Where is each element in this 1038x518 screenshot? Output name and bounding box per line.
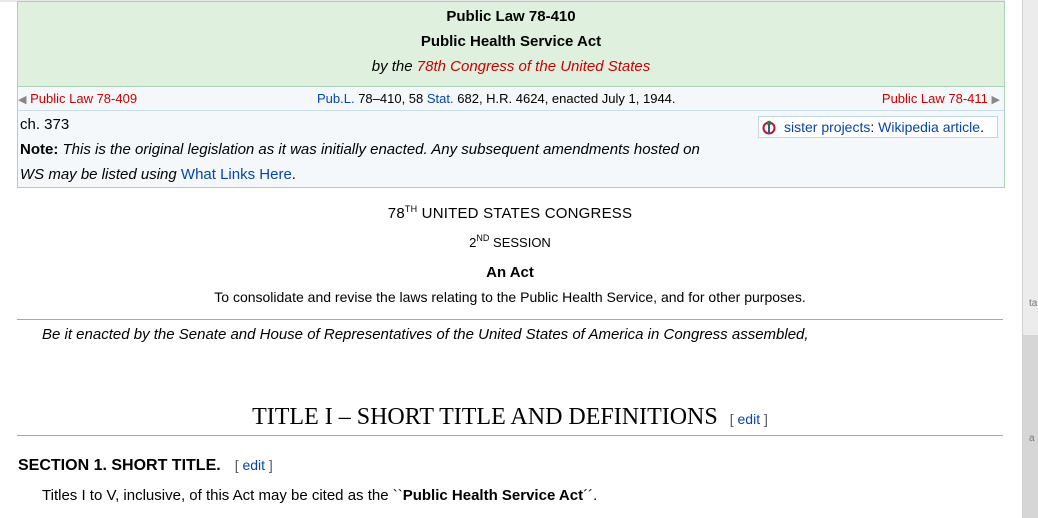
sister-projects-text bbox=[784, 119, 984, 135]
citation-rest: 682, H.R. 4624, enacted July 1, 1944. bbox=[453, 91, 676, 106]
wikimedia-icon bbox=[761, 119, 777, 135]
congress-rest: UNITED STATES CONGRESS bbox=[417, 205, 633, 222]
next-law[interactable] bbox=[882, 91, 1000, 106]
session-rest: SESSION bbox=[489, 235, 551, 250]
what-links-here-link[interactable]: What Links Here bbox=[180, 166, 292, 183]
note-text: This is the original legislation as it was initially enacted. Any subsequent amendments hosted on bbox=[58, 141, 700, 158]
previous-law-link[interactable]: Public Law 78-409 bbox=[30, 91, 138, 106]
sister-projects-box bbox=[758, 116, 998, 138]
by-prefix: by the bbox=[371, 58, 413, 75]
bracket-close: ] bbox=[760, 411, 768, 427]
session-num: 2 bbox=[469, 235, 477, 250]
title-heading bbox=[0, 404, 1020, 431]
notes-box bbox=[17, 110, 1005, 188]
divider bbox=[17, 435, 1003, 436]
section-heading-text: SECTION 1. SHORT TITLE. bbox=[18, 457, 221, 474]
previous-law[interactable] bbox=[18, 91, 137, 106]
citation bbox=[317, 91, 676, 106]
title-edit-link[interactable]: edit bbox=[737, 411, 761, 427]
citation-number: 78–410, 58 bbox=[354, 91, 427, 106]
congress-num: 78 bbox=[387, 205, 405, 222]
enacting-clause: Be it enacted by the Senate and House of Representatives of the United States of America in Congress assembled, bbox=[42, 326, 809, 343]
bracket-open: [ bbox=[234, 457, 243, 473]
section-text bbox=[42, 487, 597, 504]
divider bbox=[17, 319, 1003, 320]
sister-colon: : bbox=[870, 119, 879, 135]
bracket-open: [ bbox=[729, 411, 738, 427]
bracket-close: ] bbox=[265, 457, 273, 473]
note-label: Note: bbox=[20, 141, 59, 158]
sister-projects-link[interactable]: sister projects bbox=[784, 119, 871, 135]
note-period: . bbox=[291, 166, 296, 183]
stat-link[interactable]: Stat. bbox=[426, 91, 454, 106]
session-heading bbox=[0, 233, 1020, 250]
congress-heading bbox=[0, 204, 1020, 222]
act-purpose: To consolidate and revise the laws relating to the Public Health Service, and for other purposes. bbox=[214, 289, 806, 305]
title-text: TITLE I – SHORT TITLE AND DEFINITIONS bbox=[252, 404, 718, 430]
by-line bbox=[18, 58, 1004, 75]
note-text-2: WS may be listed using bbox=[20, 166, 181, 183]
publ-link[interactable]: Pub.L. bbox=[317, 91, 355, 106]
title-edit bbox=[730, 411, 768, 427]
adjacent-text-fragment: a bbox=[1029, 433, 1035, 444]
adjacent-text-fragment: ta bbox=[1029, 298, 1038, 309]
triangle-right-icon: ▶ bbox=[991, 94, 1000, 106]
wikipedia-article-link[interactable]: Wikipedia article bbox=[878, 119, 981, 135]
section-text-post: ´´. bbox=[583, 487, 598, 504]
congress-link[interactable]: 78th Congress of the United States bbox=[416, 58, 651, 75]
triangle-left-icon: ◀ bbox=[18, 94, 27, 106]
sister-period: . bbox=[980, 119, 984, 135]
act-title: An Act bbox=[486, 264, 534, 281]
congress-sup: TH bbox=[404, 204, 418, 214]
law-number: Public Law 78-410 bbox=[446, 8, 576, 25]
note-line-2 bbox=[20, 166, 296, 183]
section-text-bold: Public Health Service Act bbox=[402, 487, 584, 504]
section-edit-link[interactable]: edit bbox=[242, 457, 266, 473]
adjacent-window-edge bbox=[1022, 0, 1038, 518]
next-law-link[interactable]: Public Law 78-411 bbox=[881, 91, 988, 106]
adjacent-window-panel bbox=[1023, 335, 1038, 518]
section-text-pre: Titles I to V, inclusive, of this Act may be cited as the `` bbox=[42, 487, 403, 504]
chapter-number: ch. 373 bbox=[20, 116, 70, 133]
note-line-1 bbox=[20, 141, 700, 158]
section-heading bbox=[18, 457, 273, 475]
law-header-box bbox=[17, 1, 1005, 87]
section-edit bbox=[235, 457, 273, 473]
session-sup: ND bbox=[476, 233, 490, 243]
law-navigation-bar bbox=[17, 86, 1005, 111]
act-name: Public Health Service Act bbox=[420, 33, 602, 50]
